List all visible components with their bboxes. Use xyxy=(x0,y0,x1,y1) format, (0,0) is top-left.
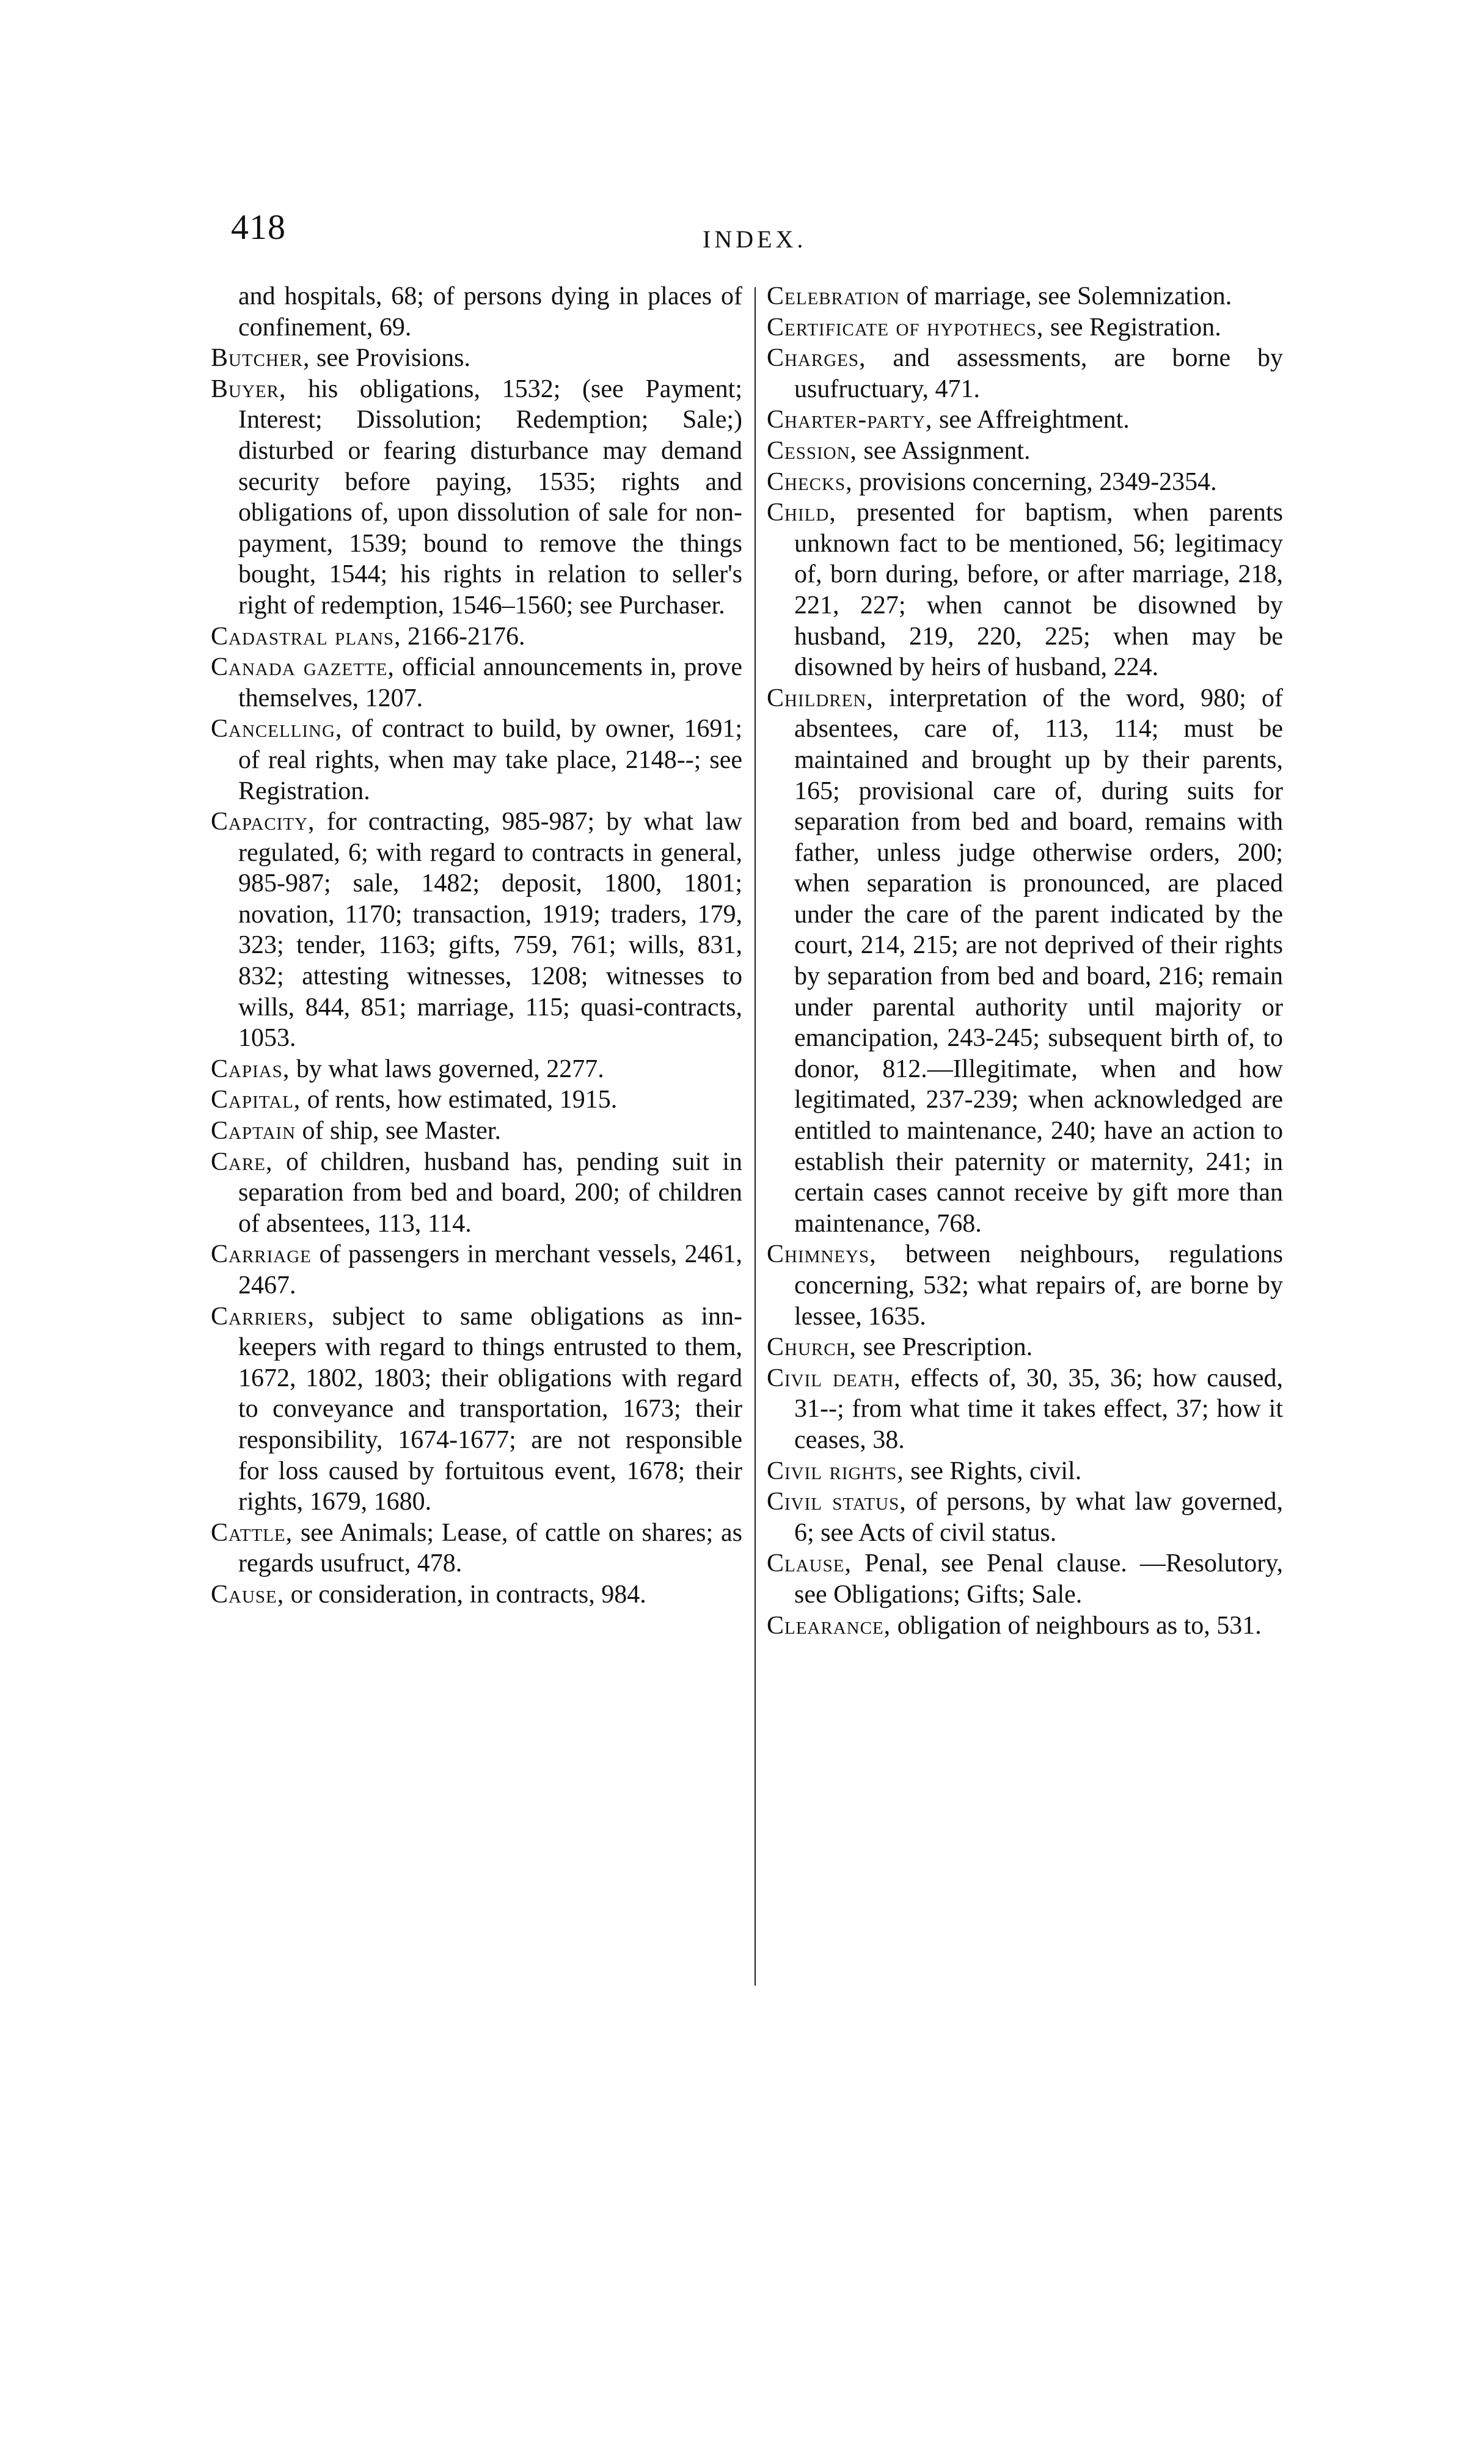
index-entry-text: Penal, see Penal clause. —Resolutory, see Obligations; Gifts; Sale. xyxy=(794,1549,1283,1609)
index-entry-text: official announcements in, prove themselves, 1207. xyxy=(238,653,742,712)
index-entry-text: effects of, 30, 35, 36; how caused, 31--; from what time it takes effect, 37; how it ceases, 38. xyxy=(794,1364,1283,1454)
index-entry-heading: Buyer, xyxy=(211,375,287,403)
index-entry-text: interpretation of the word, 980; of absentees, care of, 113, 114; must be maintained and brought up by their parents, 165; provisional care of, during suits for separation from bed and board, remains with father, unless judge otherwise orders, 200; when separation is pronounced, are placed under the care of the parent indicated by the court, 214, 215; are not deprived of their rights by separation from bed and board, 216; remain under parental authority until majority or emancipation, 243-245; subsequent birth of, to donor, 812.—Illegitimate, when and how legitimated, 237-239; when acknowledged are entitled to maintenance, 240; have an action to establish their paternity or maternity, 241; in certain cases cannot receive by gift more than maintenance, 768. xyxy=(794,684,1283,1238)
index-entry xyxy=(211,1518,742,1579)
index-entry-heading: Charges, xyxy=(767,344,866,373)
index-entry-text: of persons, by what law governed, 6; see Acts of civil status. xyxy=(794,1488,1283,1547)
index-entry-text: 2166-2176. xyxy=(401,622,525,651)
index-entry xyxy=(211,1084,742,1116)
index-entry-text: see Affreightment. xyxy=(932,406,1130,434)
index-entry-text: of children, husband has, pending suit in separation from bed and board, 200; of children of absentees, 113, 114. xyxy=(238,1147,742,1238)
index-entry-text: subject to same obligations as inn-keepers with regard to things entrusted to them, 1672, 1802, 1803; their obligations with regard to conveyance and transportation, 1673; their responsibility, 1674-1677; are not responsible for loss caused by fortuitous event, 1678; their rights, 1679, 1680. xyxy=(238,1302,742,1516)
index-entry-text: and assessments, are borne by usufructuary, 471. xyxy=(794,344,1283,403)
index-entry xyxy=(211,281,742,343)
index-entry-text: for contracting, 985-987; by what law regulated, 6; with regard to contracts in general, 985-987; sale, 1482; deposit, 1800, 1801; novation, 1170; transaction, 1919; traders, 179, 323; tender, 1163; gifts, 759, 761; wills, 831, 832; attesting witnesses, 1208; witnesses to wills, 844, 851; marriage, 115; quasi-contracts, 1053. xyxy=(238,808,742,1053)
index-entry xyxy=(211,343,742,374)
index-entry-heading: Civil status, xyxy=(767,1488,907,1516)
index-entry-text: of passengers in merchant vessels, 2461, 2467. xyxy=(238,1240,742,1300)
index-entry xyxy=(211,1579,742,1610)
index-entry xyxy=(767,1548,1283,1610)
index-entry-text: provisions concerning, 2349-2354. xyxy=(852,467,1217,496)
index-entry-heading: Capias, xyxy=(211,1055,290,1083)
index-column-right xyxy=(767,281,1283,1641)
index-entry-text: of contract to build, by owner, 1691; of real rights, when may take place, 2148--; see Registration. xyxy=(238,715,742,805)
index-entry xyxy=(767,1363,1283,1456)
index-entry xyxy=(767,312,1283,343)
index-entry-heading: Church, xyxy=(767,1333,857,1362)
index-entry xyxy=(767,343,1283,404)
index-entry xyxy=(211,621,742,653)
index-entry xyxy=(767,281,1283,312)
index-entry-heading: Capital, xyxy=(211,1086,301,1114)
index-entry-heading: Cattle, xyxy=(211,1518,293,1547)
index-entry xyxy=(211,1054,742,1085)
running-head: INDEX. xyxy=(703,225,807,253)
index-column-left xyxy=(211,281,742,1610)
index-entry-heading: Capacity, xyxy=(211,808,315,836)
index-entry-text: of rents, how estimated, 1915. xyxy=(301,1086,618,1114)
index-entry xyxy=(767,404,1283,436)
index-entry-text: of ship, see Master. xyxy=(296,1117,501,1146)
index-entry-text: or consideration, in contracts, 984. xyxy=(284,1580,646,1609)
index-entry-text: presented for baptism, when parents unknown fact to be mentioned, 56; legitimacy of, born during, before, or after marriage, 218, 221, 227; when cannot be disowned by husband, 219, 220, 225; when may be disowned by heirs of husband, 224. xyxy=(794,499,1283,682)
column-divider xyxy=(755,287,756,1986)
index-entry-heading: Celebration xyxy=(767,282,900,310)
index-entry xyxy=(767,1486,1283,1548)
index-entry-text: see Rights, civil. xyxy=(904,1457,1082,1485)
index-entry xyxy=(767,1610,1283,1642)
index-entry-text: of marriage, see Solemnization. xyxy=(899,282,1232,310)
index-entry-text: and hospitals, 68; of persons dying in places of confinement, 69. xyxy=(238,282,742,342)
index-entry xyxy=(211,1116,742,1147)
index-entry-heading: Checks, xyxy=(767,467,853,496)
index-entry-heading: Cession, xyxy=(767,436,858,465)
index-entry xyxy=(767,436,1283,467)
index-entry-heading: Care, xyxy=(211,1147,273,1176)
index-entry-text: see Registration. xyxy=(1044,313,1221,342)
index-entry-text: between neighbours, regulations concerning, 532; what repairs of, are borne by lessee, 1635. xyxy=(794,1240,1283,1331)
index-entry-heading: Chimneys, xyxy=(767,1240,877,1269)
index-entry xyxy=(767,497,1283,683)
index-entry xyxy=(211,1239,742,1301)
index-entry-heading: Civil rights, xyxy=(767,1457,904,1485)
index-entry xyxy=(211,714,742,806)
index-entry xyxy=(211,652,742,714)
index-entry-text: see Assignment. xyxy=(857,436,1031,465)
index-entry-heading: Carriers, xyxy=(211,1302,315,1331)
index-entry xyxy=(767,467,1283,498)
index-entry-heading: Certificate of hypothecs, xyxy=(767,313,1044,342)
index-entry-heading: Charter-party, xyxy=(767,406,933,434)
index-entry-heading: Clause, xyxy=(767,1549,852,1578)
index-entry-heading: Butcher, xyxy=(211,344,310,373)
index-entry-text: obligation of neighbours as to, 531. xyxy=(891,1611,1262,1640)
index-entry-heading: Clearance, xyxy=(767,1611,891,1640)
index-entry-text: see Animals; Lease, of cattle on shares; as regards usufruct, 478. xyxy=(238,1518,742,1578)
index-entry-heading: Captain xyxy=(211,1117,296,1146)
index-entry-heading: Cancelling, xyxy=(211,715,343,744)
index-entry-heading: Child, xyxy=(767,499,836,527)
index-entry-heading: Cadastral plans, xyxy=(211,622,401,651)
index-entry-text: his obligations, 1532; (see Payment; Interest; Dissolution; Redemption; Sale;) disturbed or fearing disturbance may demand security before paying, 1535; rights and obligations of, upon dissolution of sale for non-payment, 1539; bound to remove the things bought, 1544; his rights in relation to seller's right of redemption, 1546–1560; see Purchaser. xyxy=(238,375,742,620)
index-entry xyxy=(767,1332,1283,1363)
index-entry-heading: Children, xyxy=(767,684,874,712)
index-entry xyxy=(767,1456,1283,1487)
index-entry xyxy=(767,1239,1283,1332)
index-entry-heading: Canada gazette, xyxy=(211,653,395,682)
index-entry-heading: Civil death, xyxy=(767,1364,901,1392)
index-entry-heading: Carriage xyxy=(211,1240,312,1269)
index-entry-text: by what laws governed, 2277. xyxy=(290,1055,604,1083)
index-entry xyxy=(211,1147,742,1240)
index-entry xyxy=(211,1301,742,1518)
index-entry xyxy=(211,806,742,1054)
index-entry-text: see Prescription. xyxy=(857,1333,1033,1362)
index-entry-heading: Cause, xyxy=(211,1580,285,1609)
index-entry xyxy=(211,374,742,621)
page-number: 418 xyxy=(231,207,286,247)
index-entry xyxy=(767,683,1283,1240)
index-entry-text: see Provisions. xyxy=(310,344,471,373)
